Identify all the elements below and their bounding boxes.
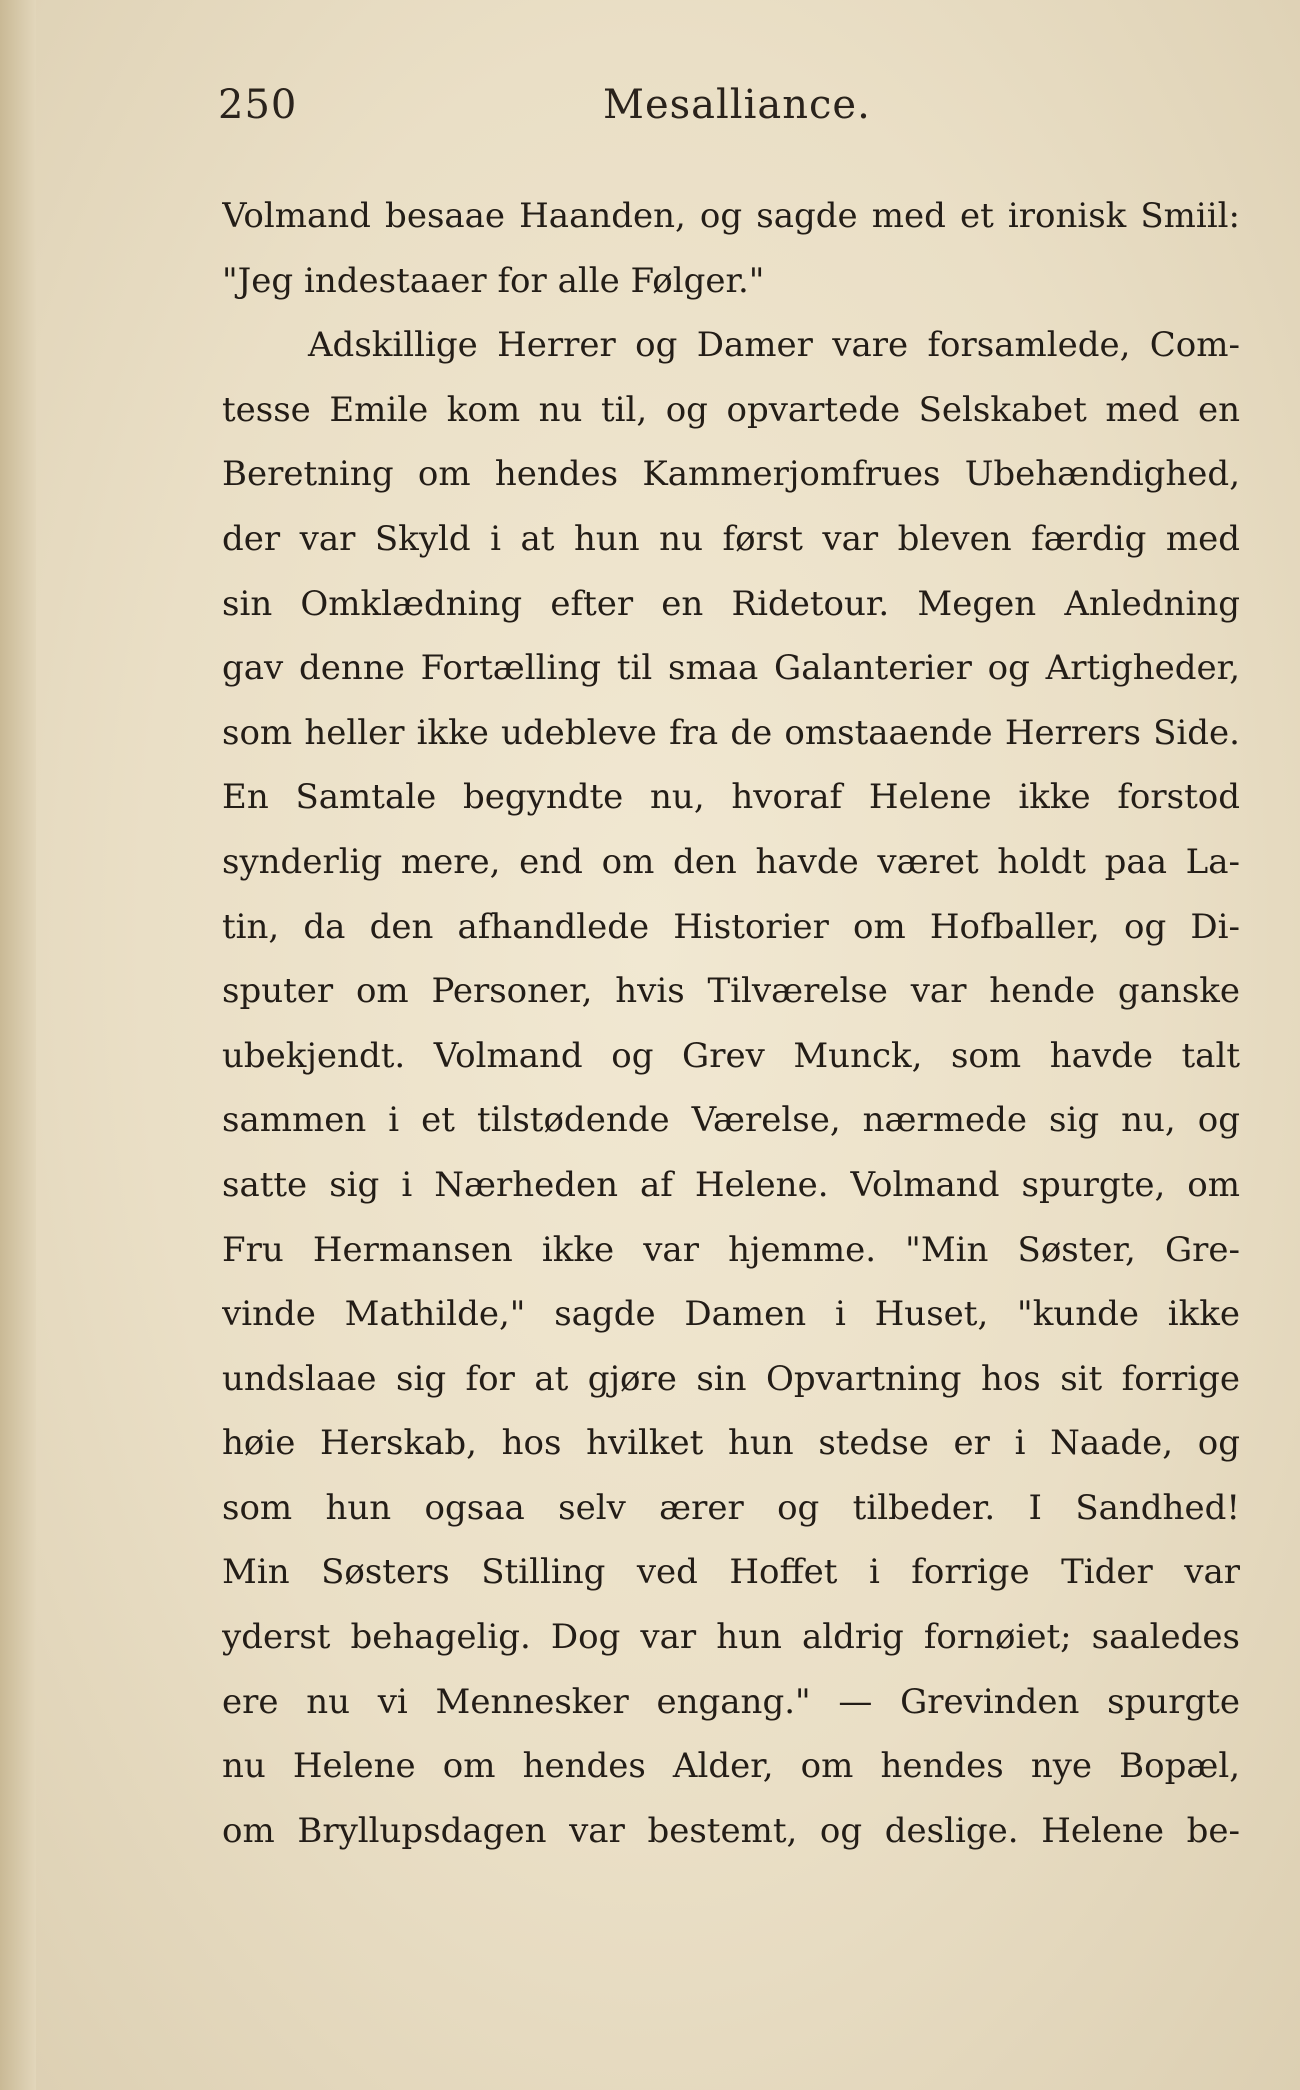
text-line: vinde Mathilde," sagde Damen i Huset, "kunde ikke (222, 1294, 1240, 1335)
page-number: 250 (218, 82, 298, 128)
text-line: høie Herskab, hos hvilket hun stedse er i Naade, og (222, 1423, 1240, 1464)
text-line: Fru Hermansen ikke var hjemme. "Min Søster, Gre- (222, 1229, 1240, 1270)
text-line: Adskillige Herrer og Damer vare forsamlede, Com- (308, 325, 1240, 366)
text-line: Min Søsters Stilling ved Hoffet i forrige Tider var (222, 1552, 1240, 1593)
text-line: gav denne Fortælling til smaa Galanterier og Artigheder, (222, 648, 1240, 689)
text-line: satte sig i Nærheden af Helene. Volmand spurgte, om (222, 1164, 1240, 1205)
text-line: som hun ogsaa selv ærer og tilbeder. I Sandhed! (222, 1487, 1240, 1528)
page-header (218, 82, 1238, 142)
text-line: tin, da den afhandlede Historier om Hofballer, og Di- (222, 906, 1240, 947)
text-line: En Samtale begyndte nu, hvoraf Helene ikke forstod (222, 777, 1240, 818)
page-gutter-shadow (0, 0, 36, 2090)
text-line: ubekjendt. Volmand og Grev Munck, som havde talt (222, 1035, 1240, 1076)
text-line: Beretning om hendes Kammerjomfrues Ubehændighed, (222, 454, 1240, 495)
text-line: yderst behagelig. Dog var hun aldrig fornøiet; saaledes (222, 1617, 1240, 1658)
text-line: sputer om Personer, hvis Tilværelse var hende ganske (222, 971, 1240, 1012)
body-text (222, 184, 1240, 1863)
text-line: som heller ikke udebleve fra de omstaaende Herrers Side. (222, 712, 1240, 753)
text-line: Volmand besaae Haanden, og sagde med et ironisk Smiil: (222, 196, 1240, 236)
text-line: synderlig mere, end om den havde været holdt paa La- (222, 841, 1240, 882)
text-line: sammen i et tilstødende Værelse, nærmede sig nu, og (222, 1100, 1240, 1141)
text-line: nu Helene om hendes Alder, om hendes nye Bopæl, (222, 1746, 1240, 1787)
text-line: sin Omklædning efter en Ridetour. Megen Anledning (222, 583, 1240, 624)
text-line: om Bryllupsdagen var bestemt, og deslige. Helene be- (222, 1810, 1240, 1851)
text-line: undslaae sig for at gjøre sin Opvartning hos sit forrige (222, 1358, 1240, 1399)
text-line: tesse Emile kom nu til, og opvartede Selskabet med en (222, 389, 1240, 430)
text-line: der var Skyld i at hun nu først var bleven færdig med (222, 518, 1240, 559)
text-line: "Jeg indestaaer for alle Følger." (222, 260, 765, 301)
text-line: ere nu vi Mennesker engang." — Grevinden spurgte (222, 1681, 1240, 1722)
running-title: Mesalliance. (603, 82, 871, 128)
